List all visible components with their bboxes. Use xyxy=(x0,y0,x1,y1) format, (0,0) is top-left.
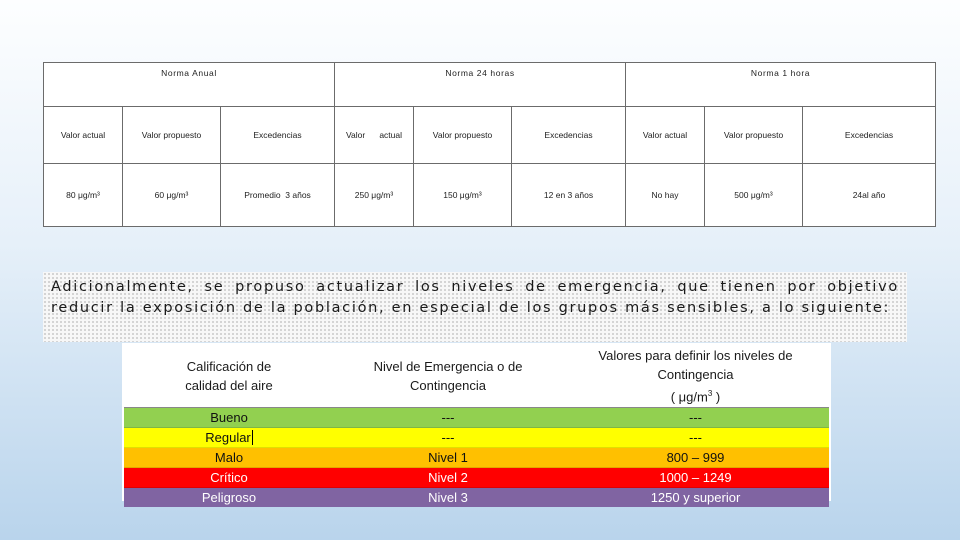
value-cell: 80 μg/m³ xyxy=(44,164,123,227)
cell-calificacion: Peligroso xyxy=(124,488,334,508)
table-row xyxy=(124,428,829,448)
cell-valores: 1250 y superior xyxy=(562,488,829,508)
cell-nivel: Nivel 3 xyxy=(334,488,562,508)
group-header-24h: Norma 24 horas xyxy=(335,63,626,107)
cell-calificacion-text: Regular xyxy=(205,430,251,446)
value-cell: 250 μg/m³ xyxy=(335,164,414,227)
cell-valores: --- xyxy=(562,408,829,428)
unit-superscript: 3 xyxy=(707,389,713,398)
body-paragraph: Adicionalmente, se propuso actualizar los niveles de emergencia, que tienen por objetivo reducir la exposición de la población, en especial de los grupos más sensibles, a lo siguiente: xyxy=(43,272,907,342)
table-row xyxy=(124,408,829,428)
subheader-cell: Valor actual xyxy=(626,107,705,164)
subheader-cell: Excedencias xyxy=(512,107,626,164)
cell-valores: 1000 – 1249 xyxy=(562,468,829,488)
value-cell: Promedio 3 años xyxy=(221,164,335,227)
subheader-cell: Valor propuesto xyxy=(123,107,221,164)
emergency-table xyxy=(124,345,829,507)
group-header-1h: Norma 1 hora xyxy=(626,63,936,107)
table-row xyxy=(124,488,829,508)
cell-nivel: Nivel 2 xyxy=(334,468,562,488)
emergency-table-frame xyxy=(122,343,831,506)
cell-calificacion: Crítico xyxy=(124,468,334,488)
value-cell: 12 en 3 años xyxy=(512,164,626,227)
subheader-cell: Valor propuesto xyxy=(705,107,803,164)
table-row xyxy=(124,448,829,468)
header-valores-text: Valores para definir los niveles de Contingencia xyxy=(598,348,793,382)
subheader-cell: Excedencias xyxy=(803,107,936,164)
cell-calificacion xyxy=(124,428,334,448)
subheader-cell: Valor actual xyxy=(335,107,414,164)
value-cell: 24al año xyxy=(803,164,936,227)
cell-nivel: Nivel 1 xyxy=(334,448,562,468)
subheader-cell: Valor actual xyxy=(44,107,123,164)
cell-valores: --- xyxy=(562,428,829,448)
group-header-annual: Norma Anual xyxy=(44,63,335,107)
cell-nivel: --- xyxy=(334,428,562,448)
cell-nivel: --- xyxy=(334,408,562,428)
header-valores-unit xyxy=(563,384,828,406)
header-calificacion-text: Calificación de calidad del aire xyxy=(185,359,273,394)
emergency-table-body xyxy=(124,408,829,508)
text-cursor xyxy=(252,430,253,445)
table-row xyxy=(124,468,829,488)
header-nivel xyxy=(334,345,562,408)
subheader-cell: Valor propuesto xyxy=(414,107,512,164)
cell-valores: 800 – 999 xyxy=(562,448,829,468)
header-valores xyxy=(562,345,829,408)
value-cell: 150 μg/m³ xyxy=(414,164,512,227)
norm-table xyxy=(43,62,936,227)
header-nivel-text: Nivel de Emergencia o de Contingencia xyxy=(373,359,523,394)
value-cell: 500 μg/m³ xyxy=(705,164,803,227)
header-calificacion xyxy=(124,345,334,408)
unit-prefix: ( μg/m xyxy=(670,389,708,405)
cell-calificacion: Bueno xyxy=(124,408,334,428)
value-cell: 60 μg/m³ xyxy=(123,164,221,227)
subheader-cell: Excedencias xyxy=(221,107,335,164)
unit-suffix: ) xyxy=(712,389,721,405)
cell-calificacion: Malo xyxy=(124,448,334,468)
value-cell: No hay xyxy=(626,164,705,227)
